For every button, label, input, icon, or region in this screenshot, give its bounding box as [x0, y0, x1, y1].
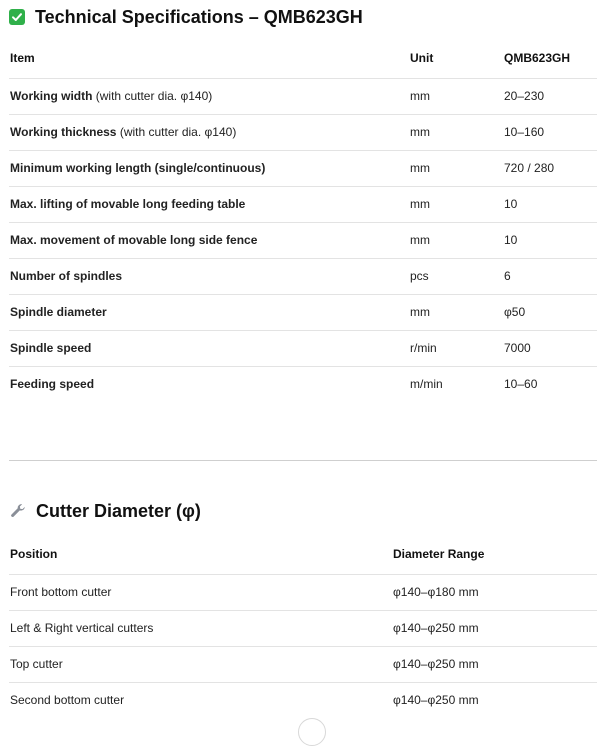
- spec-unit: mm: [410, 197, 430, 211]
- cutter-position: Second bottom cutter: [10, 693, 125, 708]
- spec-value: 10: [504, 197, 518, 211]
- header-item: Item: [10, 50, 35, 65]
- cutter-title: Cutter Diameter (φ): [36, 500, 201, 521]
- table-row: [9, 294, 597, 330]
- table-row: [9, 114, 597, 150]
- table-row: [9, 78, 597, 114]
- section-divider: [9, 460, 597, 461]
- spec-unit: r/min: [410, 341, 437, 355]
- spec-item-name: Max. movement of movable long side fence: [10, 233, 258, 247]
- table-row: [9, 186, 597, 222]
- spec-unit: mm: [410, 305, 430, 319]
- spec-value: 20–230: [504, 89, 545, 103]
- check-box-icon: [9, 9, 25, 25]
- cutter-range: φ140–φ180 mm: [393, 585, 479, 599]
- spec-item: [9, 186, 409, 222]
- spec-item: [9, 366, 409, 402]
- spec-item-note: (with cutter dia. φ140): [116, 125, 237, 139]
- spec-unit: mm: [410, 233, 430, 247]
- spec-item-name: Number of spindles: [10, 269, 123, 283]
- spec-item: [9, 294, 409, 330]
- cutter-range: φ140–φ250 mm: [393, 657, 479, 671]
- spec-unit: m/min: [410, 377, 443, 392]
- table-row: [9, 330, 597, 366]
- spec-value: 720 / 280: [504, 161, 555, 175]
- spec-unit: mm: [410, 89, 430, 103]
- cutter-position: Top cutter: [10, 657, 63, 671]
- spec-item-name: Working thickness: [10, 125, 117, 139]
- table-row: [9, 574, 597, 610]
- spec-item: [9, 150, 409, 186]
- spec-item-name: Feeding speed: [10, 377, 95, 392]
- spec-item-name: Minimum working length (single/continuous): [10, 161, 266, 175]
- header-unit: Unit: [410, 50, 434, 65]
- cutter-range: φ140–φ250 mm: [393, 621, 479, 635]
- spec-item-name: Spindle speed: [10, 341, 92, 355]
- spec-item-name: Max. lifting of movable long feeding table: [10, 197, 246, 211]
- spec-item: [9, 114, 409, 150]
- table-row: [9, 646, 597, 682]
- cutter-position: Left & Right vertical cutters: [10, 621, 154, 635]
- table-row: [9, 150, 597, 186]
- scroll-down-button[interactable]: [298, 718, 326, 746]
- spec-item-note: (with cutter dia. φ140): [92, 89, 213, 103]
- spec-unit: mm: [410, 161, 430, 175]
- spec-value: 10: [504, 233, 518, 247]
- spec-value: 10–160: [504, 125, 545, 139]
- cutter-heading: [9, 500, 201, 522]
- header-diameter-range: Diameter Range: [393, 546, 485, 561]
- spec-value: 6: [504, 269, 511, 283]
- spec-unit: pcs: [410, 269, 429, 283]
- spec-item: [9, 222, 409, 258]
- spec-table: [9, 38, 597, 402]
- spec-value: 10–60: [504, 377, 538, 392]
- table-row: [9, 366, 597, 402]
- wrench-icon: [9, 502, 27, 520]
- spec-item-name: Working width: [10, 89, 93, 103]
- cutter-table: [9, 534, 597, 718]
- cutter-range: φ140–φ250 mm: [393, 693, 479, 708]
- table-row: [9, 222, 597, 258]
- spec-item: [9, 78, 409, 114]
- table-row: [9, 258, 597, 294]
- cutter-position: Front bottom cutter: [10, 585, 112, 599]
- spec-heading: [9, 6, 363, 28]
- spec-value: φ50: [504, 305, 526, 319]
- spec-value: 7000: [504, 341, 531, 355]
- header-model: QMB623GH: [504, 50, 571, 65]
- spec-item: [9, 258, 409, 294]
- spec-item: [9, 330, 409, 366]
- spec-item-name: Spindle diameter: [10, 305, 107, 319]
- spec-unit: mm: [410, 125, 430, 139]
- table-row: [9, 682, 597, 718]
- table-row: [9, 610, 597, 646]
- header-position: Position: [10, 546, 58, 561]
- spec-title: Technical Specifications – QMB623GH: [35, 6, 363, 27]
